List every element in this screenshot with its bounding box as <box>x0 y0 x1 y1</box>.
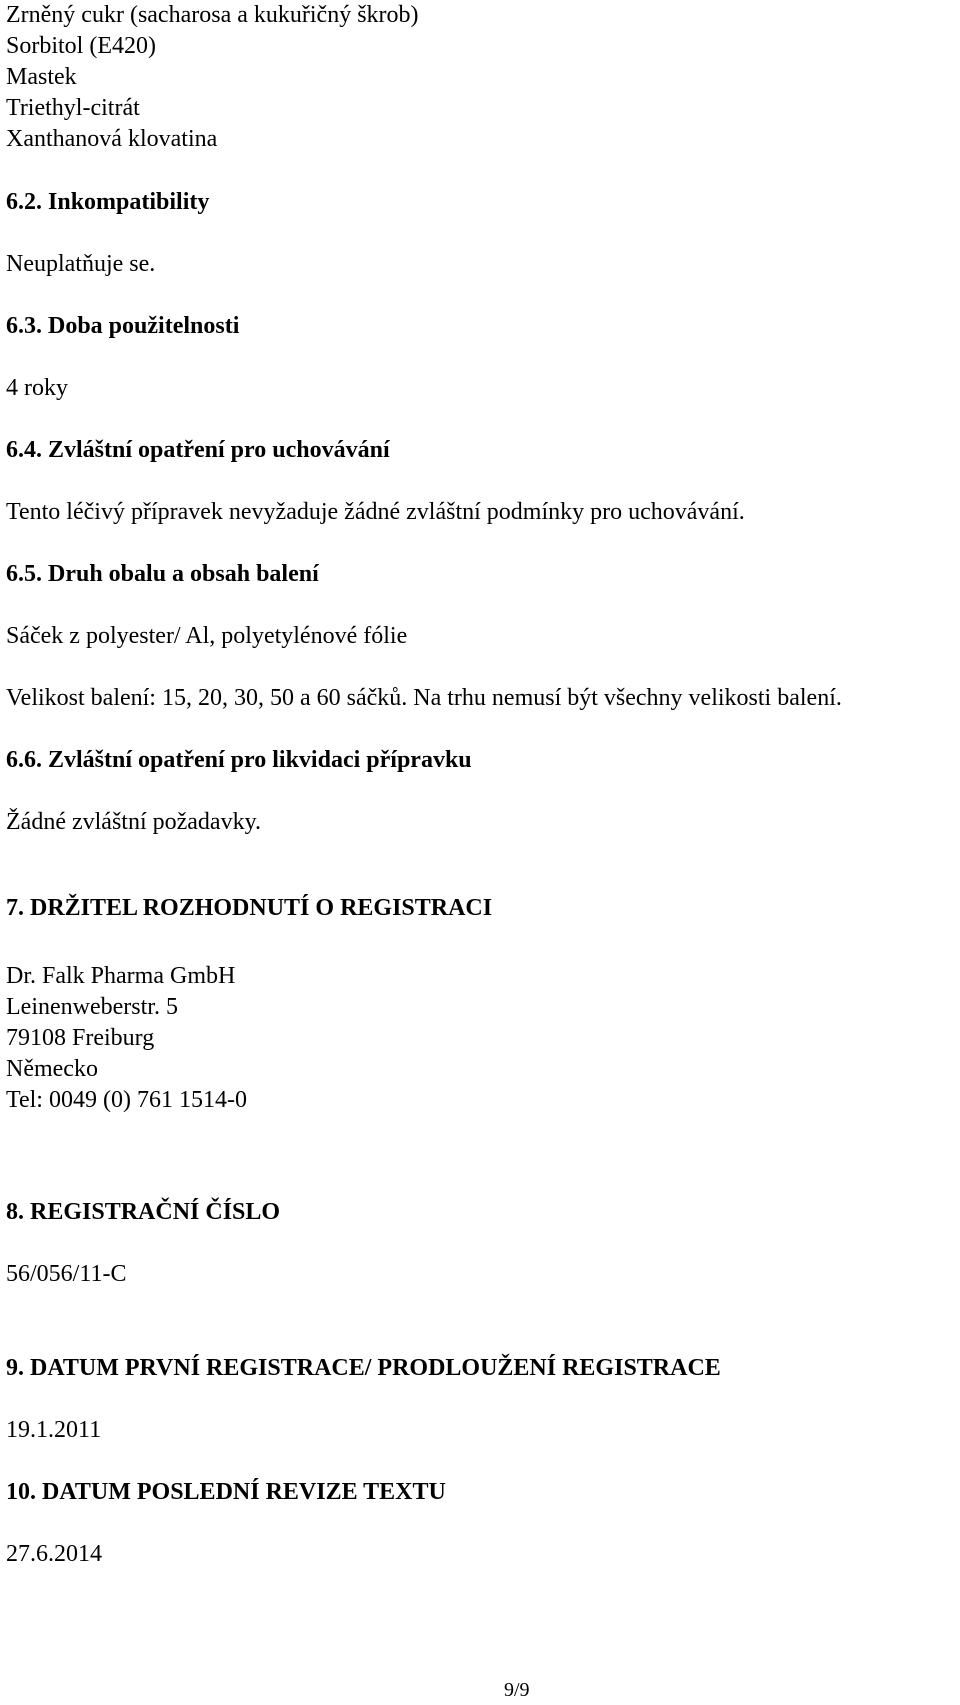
first-registration-date: 19.1.2011 <box>6 1417 102 1443</box>
address-line: Německo <box>6 1056 98 1082</box>
section-text-6-5-pack-sizes: Velikost balení: 15, 20, 30, 50 a 60 sáčků. Na trhu nemusí být všechny velikosti balení. <box>6 685 842 711</box>
section-heading-6-3: 6.3. Doba použitelnosti <box>6 313 240 339</box>
section-heading-6-6: 6.6. Zvláštní opatření pro likvidaci přípravku <box>6 747 472 773</box>
section-heading-7: 7. DRŽITEL ROZHODNUTÍ O REGISTRACI <box>6 895 493 921</box>
section-text-6-3: 4 roky <box>6 375 68 401</box>
section-heading-10: 10. DATUM POSLEDNÍ REVIZE TEXTU <box>6 1479 446 1505</box>
section-text-6-6: Žádné zvláštní požadavky. <box>6 809 262 835</box>
address-line: Tel: 0049 (0) 761 1514-0 <box>6 1087 247 1113</box>
page-number: 9/9 <box>504 1679 530 1701</box>
registration-number: 56/056/11-C <box>6 1261 127 1287</box>
address-line: Leinenweberstr. 5 <box>6 994 178 1020</box>
section-heading-6-5: 6.5. Druh obalu a obsah balení <box>6 561 319 587</box>
excipient-line: Mastek <box>6 64 77 90</box>
section-text-6-4: Tento léčivý přípravek nevyžaduje žádné zvláštní podmínky pro uchovávání. <box>6 499 745 525</box>
section-heading-8: 8. REGISTRAČNÍ ČÍSLO <box>6 1199 281 1225</box>
excipient-line: Triethyl-citrát <box>6 95 140 121</box>
section-text-6-5-packaging: Sáček z polyester/ Al, polyetylénové fólie <box>6 623 408 649</box>
section-heading-9: 9. DATUM PRVNÍ REGISTRACE/ PRODLOUŽENÍ REGISTRACE <box>6 1355 721 1381</box>
section-text-6-2: Neuplatňuje se. <box>6 251 156 277</box>
section-heading-6-4: 6.4. Zvláštní opatření pro uchovávání <box>6 437 390 463</box>
excipient-line: Zrněný cukr (sacharosa a kukuřičný škrob) <box>6 2 419 28</box>
revision-date: 27.6.2014 <box>6 1541 102 1567</box>
address-line: 79108 Freiburg <box>6 1025 155 1051</box>
address-line: Dr. Falk Pharma GmbH <box>6 963 236 989</box>
excipient-line: Xanthanová klovatina <box>6 126 218 152</box>
excipient-line: Sorbitol (E420) <box>6 33 156 59</box>
section-heading-6-2: 6.2. Inkompatibility <box>6 189 210 215</box>
